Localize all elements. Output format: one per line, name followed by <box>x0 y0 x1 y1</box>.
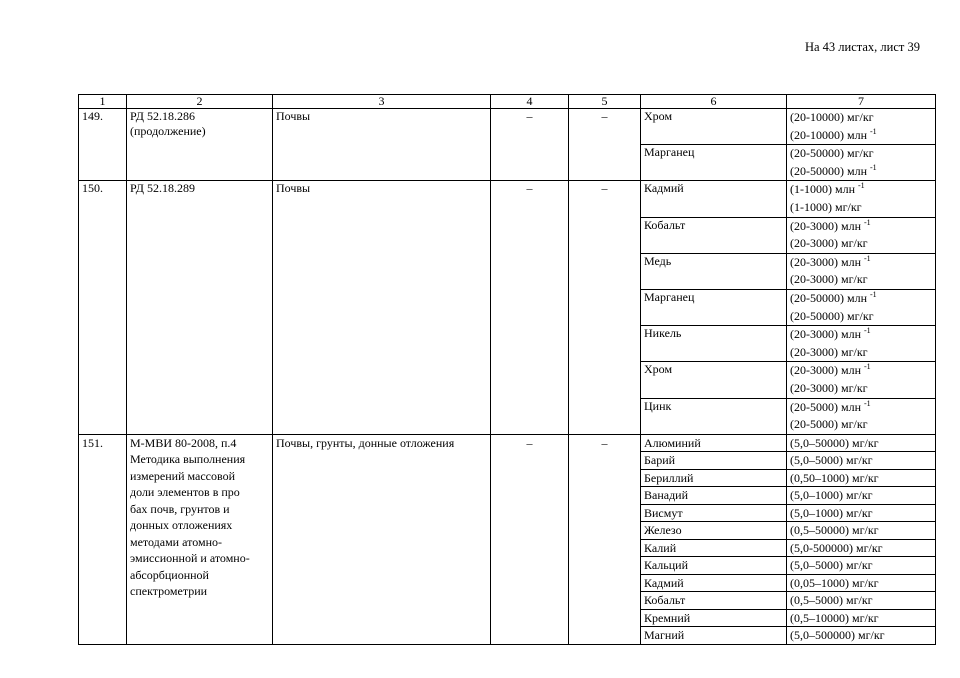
measurement-range <box>787 289 936 325</box>
range-exponent: -1 <box>864 398 871 408</box>
element-name: Кадмий <box>641 181 787 217</box>
column-number-row <box>79 95 936 109</box>
test-object: Почвы <box>273 109 491 181</box>
element-name: Марганец <box>641 145 787 181</box>
range-text: (1-1000) мг/кг <box>790 199 862 214</box>
element-name: Алюминий <box>641 434 787 452</box>
measurement-range: (0,5–50000) мг/кг <box>787 522 936 540</box>
column-5-value: – <box>569 181 641 434</box>
element-name: Медь <box>641 253 787 289</box>
range-exponent: -1 <box>864 326 871 336</box>
range-text: (20-10000) мг/кг <box>790 110 874 124</box>
column-header: 2 <box>127 95 273 109</box>
range-text: (20-3000) мг/кг <box>790 344 868 359</box>
element-name: Кадмий <box>641 574 787 592</box>
range-text: (20-3000) мг/кг <box>790 236 868 251</box>
column-header: 1 <box>79 95 127 109</box>
measurement-range: (5,0–1000) мг/кг <box>787 487 936 505</box>
entry-number: 150. <box>79 181 127 434</box>
column-5-value: – <box>569 109 641 181</box>
table-row <box>79 181 936 217</box>
range-exponent: -1 <box>864 253 871 263</box>
range-text: (1-1000) млн <box>790 182 858 197</box>
measurement-range <box>787 217 936 253</box>
column-header: 6 <box>641 95 787 109</box>
measurement-range <box>787 398 936 434</box>
method-document-line: Методика выполнения <box>130 452 246 467</box>
range-line <box>790 109 932 127</box>
method-document-line: абсорбционной <box>130 567 209 582</box>
column-4-value: – <box>491 181 569 434</box>
range-line <box>790 199 932 217</box>
range-line <box>790 308 932 326</box>
range-text: (20-10000) млн <box>790 127 870 142</box>
measurement-range: (5,0–5000) мг/кг <box>787 452 936 470</box>
range-exponent: -1 <box>858 181 865 191</box>
range-exponent: -1 <box>864 362 871 372</box>
table-row <box>79 434 936 452</box>
measurement-range: (0,5–10000) мг/кг <box>787 609 936 627</box>
range-text: (20-3000) млн <box>790 254 864 269</box>
range-exponent: -1 <box>870 126 877 136</box>
element-name: Барий <box>641 452 787 470</box>
element-name: Висмут <box>641 504 787 522</box>
method-document-line: методами атомно- <box>130 534 222 549</box>
method-document-line: доли элементов в про <box>130 485 240 500</box>
range-text: (20-50000) мг/кг <box>790 308 874 323</box>
element-name: Магний <box>641 627 787 645</box>
element-name: Марганец <box>641 289 787 325</box>
element-name: Хром <box>641 362 787 398</box>
measurement-range: (0,50–1000) мг/кг <box>787 469 936 487</box>
sheet-number-label: На 43 листах, лист 39 <box>804 40 920 54</box>
range-text: (20-3000) млн <box>790 327 864 342</box>
range-text: (20-5000) мг/кг <box>790 417 868 432</box>
element-name: Хром <box>641 109 787 145</box>
range-exponent: -1 <box>870 162 877 172</box>
test-object: Почвы <box>273 181 491 434</box>
measurement-range <box>787 253 936 289</box>
element-name: Калий <box>641 539 787 557</box>
method-document-line: эмиссионной и атомно- <box>130 551 250 566</box>
element-name: Кальций <box>641 557 787 575</box>
method-document-line: М-МВИ 80-2008, п.4 <box>130 435 237 450</box>
method-document-line: донных отложениях <box>130 518 233 533</box>
range-exponent: -1 <box>870 289 877 299</box>
range-line <box>790 326 932 344</box>
column-4-value: – <box>491 434 569 644</box>
element-name: Цинк <box>641 398 787 434</box>
range-line <box>790 181 932 199</box>
test-object: Почвы, грунты, донные отложения <box>273 434 491 644</box>
range-text: (20-50000) мг/кг <box>790 146 874 161</box>
range-line <box>790 380 932 398</box>
method-document-line: РД 52.18.289 <box>130 181 195 196</box>
measurement-range <box>787 181 936 217</box>
element-name: Железо <box>641 522 787 540</box>
measurement-range: (5,0–500000) мг/кг <box>787 627 936 645</box>
element-name: Бериллий <box>641 469 787 487</box>
range-line <box>790 235 932 253</box>
range-line <box>790 145 932 163</box>
range-line <box>790 344 932 362</box>
range-exponent: -1 <box>864 217 871 227</box>
method-document <box>127 109 273 181</box>
measurement-range: (0,05–1000) мг/кг <box>787 574 936 592</box>
measurement-range: (5,0-500000) мг/кг <box>787 539 936 557</box>
method-document-line: РД 52.18.286 <box>130 109 195 123</box>
column-header: 7 <box>787 95 936 109</box>
range-text: (20-50000) млн <box>790 163 870 178</box>
range-line <box>790 290 932 308</box>
element-name: Кобальт <box>641 217 787 253</box>
range-line <box>790 218 932 236</box>
element-name: Никель <box>641 326 787 362</box>
column-header: 3 <box>273 95 491 109</box>
measurement-range: (5,0–1000) мг/кг <box>787 504 936 522</box>
accreditation-scope-table <box>78 94 936 645</box>
element-name: Ванадий <box>641 487 787 505</box>
measurement-range: (5,0–50000) мг/кг <box>787 434 936 452</box>
column-5-value: – <box>569 434 641 644</box>
method-document-line: (продолжение) <box>130 124 206 138</box>
range-text: (20-3000) мг/кг <box>790 380 868 395</box>
column-header: 4 <box>491 95 569 109</box>
range-text: (20-3000) мг/кг <box>790 272 868 287</box>
range-line <box>790 362 932 380</box>
range-text: (20-3000) млн <box>790 218 864 233</box>
column-4-value: – <box>491 109 569 181</box>
range-line <box>790 127 932 145</box>
measurement-range <box>787 145 936 181</box>
range-text: (20-5000) млн <box>790 399 864 414</box>
measurement-range <box>787 109 936 145</box>
range-line <box>790 416 932 434</box>
range-line <box>790 163 932 181</box>
element-name: Кремний <box>641 609 787 627</box>
range-text: (20-50000) млн <box>790 290 870 305</box>
entry-number: 149. <box>79 109 127 181</box>
range-text: (20-3000) млн <box>790 363 864 378</box>
method-document-line: бах почв, грунтов и <box>130 501 230 516</box>
method-document-line: спектрометрии <box>130 584 208 599</box>
measurement-range <box>787 326 936 362</box>
range-line <box>790 254 932 272</box>
entry-number: 151. <box>79 434 127 644</box>
range-line <box>790 399 932 417</box>
measurement-range <box>787 362 936 398</box>
method-document <box>127 434 273 644</box>
table-row <box>79 109 936 145</box>
method-document-line: измерений массовой <box>130 468 235 483</box>
measurement-range: (0,5–5000) мг/кг <box>787 592 936 610</box>
range-line <box>790 271 932 289</box>
measurement-range: (5,0–5000) мг/кг <box>787 557 936 575</box>
column-header: 5 <box>569 95 641 109</box>
element-name: Кобальт <box>641 592 787 610</box>
method-document <box>127 181 273 434</box>
